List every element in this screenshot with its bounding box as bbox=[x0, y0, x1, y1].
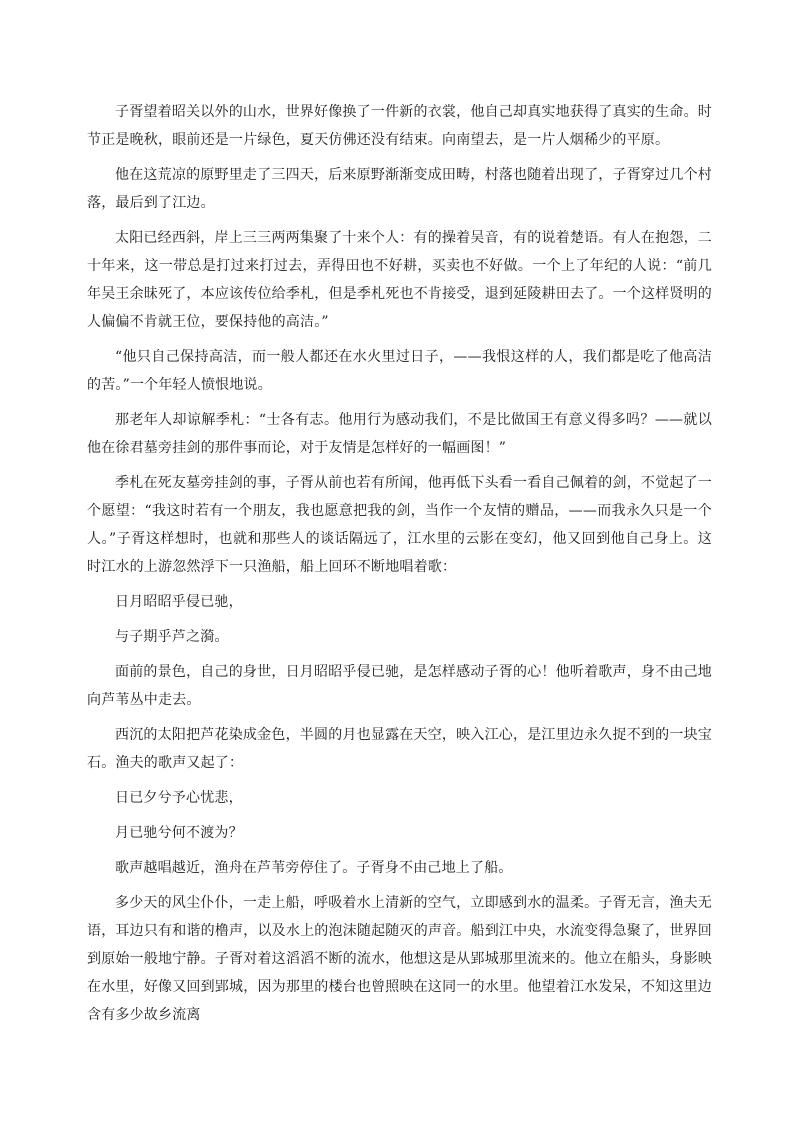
document-page bbox=[87, 98, 712, 1036]
song-line: 日月昭昭乎侵已驰， bbox=[115, 594, 243, 610]
paragraph: 他在这荒凉的原野里走了三四天，后来原野渐渐变成田畴，村落也随着出现了，子胥穿过几个村落，最后到了江边。 bbox=[87, 167, 712, 211]
paragraph: 太阳已经西斜，岸上三三两两集聚了十来个人：有的操着吴音，有的说着楚语。有人在抱怨，二十年来，这一带总是打过来打过去，弄得田也不好耕，买卖也不好做。一个上了年纪的人说：“前几年吴王余昧死了，本应该传位给季札，但是季札死也不肯接受，退到延陵耕田去了。一个这样贤明的人偏偏不肯就王位，要保持他的高洁。” bbox=[87, 230, 712, 330]
song-line: 月已驰兮何不渡为？ bbox=[115, 825, 243, 841]
song-line: 与子期乎芦之漪。 bbox=[115, 629, 229, 645]
paragraph: 那老年人却谅解季札：“士各有志。他用行为感动我们，不是比做国王有意义得多吗？——就以他在徐君墓旁挂剑的那件事而论，对于友情是怎样好的一幅画图！” bbox=[87, 412, 712, 456]
paragraph: 子胥望着昭关以外的山水，世界好像换了一件新的衣裳，他自己却真实地获得了真实的生命。时节正是晚秋，眼前还是一片绿色，夏天仿佛还没有结束。向南望去，是一片人烟稀少的平原。 bbox=[87, 104, 712, 148]
paragraph: 歌声越唱越近，渔舟在芦苇旁停住了。子胥身不由己地上了船。 bbox=[115, 860, 513, 876]
paragraph: “他只自己保持高洁，而一般人都还在水火里过日子，——我恨这样的人，我们都是吃了他高洁的苦。”一个年轻人愤恨地说。 bbox=[87, 349, 712, 393]
paragraph: 西沉的太阳把芦花染成金色，半圆的月也显露在天空，映入江心，是江里边永久捉不到的一块宝石。渔夫的歌声又起了： bbox=[87, 727, 712, 771]
paragraph: 季札在死友墓旁挂剑的事，子胥从前也若有所闻，他再低下头看一看自己佩着的剑，不觉起了一个愿望：“我这时若有一个朋友，我也愿意把我的剑，当作一个友情的赠品，——而我永久只是一个人。”子胥这样想时，也就和那些人的谈话隔远了，江水里的云影在变幻，他又回到他自己身上。这时江水的上游忽然浮下一只渔船，船上回环不断地唱着歌： bbox=[87, 475, 712, 575]
paragraph: 多少天的风尘仆仆，一走上船，呼吸着水上清新的空气，立即感到水的温柔。子胥无言，渔夫无语，耳边只有和谐的橹声，以及水上的泡沫随起随灭的声音。船到江中央，水流变得急聚了，世界回到原始一般地宁静。子胥对着这滔滔不断的流水，他想这是从郢城那里流来的。他立在船头，身影映在水里，好像又回到郢城，因为那里的楼台也曾照映在这同一的水里。他望着江水发呆，不知这里边含有多少故乡流离 bbox=[87, 895, 712, 1023]
song-line: 日已夕兮予心忧悲， bbox=[115, 790, 243, 806]
paragraph: 面前的景色，自己的身世，日月昭昭乎侵已驰，是怎样感动子胥的心！他听着歌声，身不由己地向芦苇丛中走去。 bbox=[87, 664, 712, 708]
